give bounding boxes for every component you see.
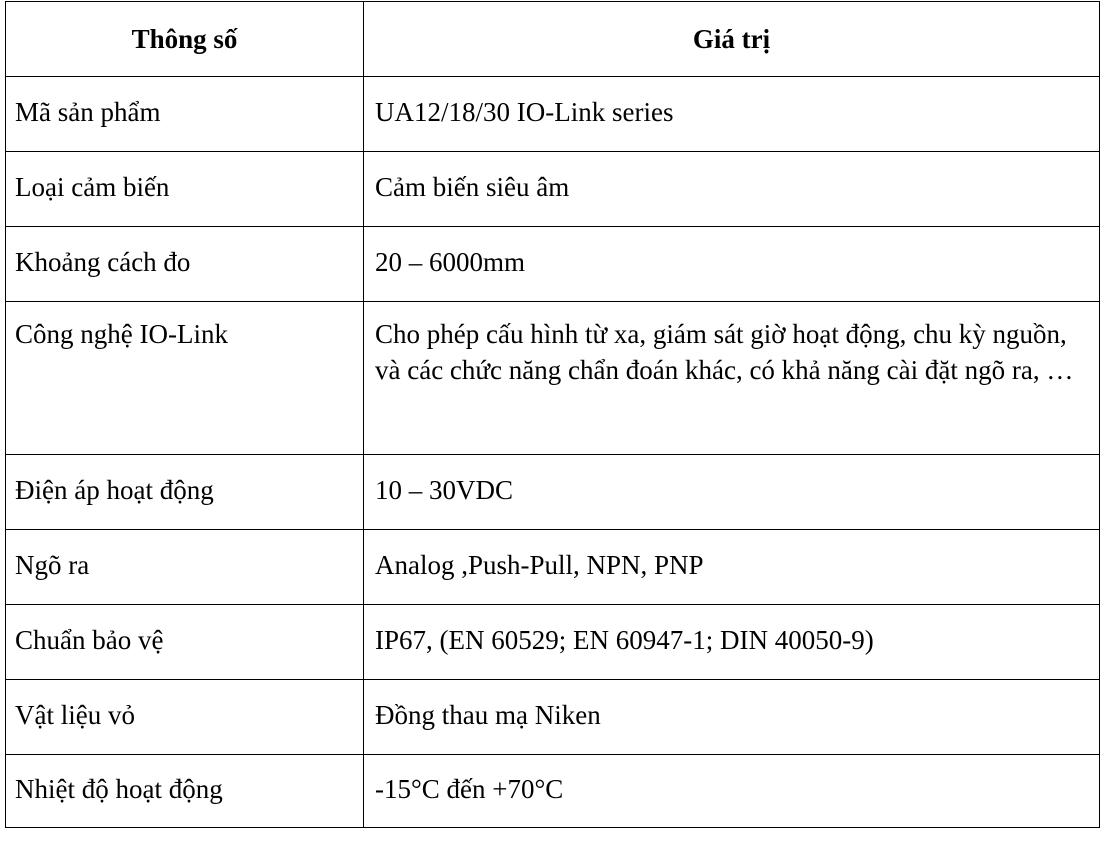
table-row — [6, 302, 1100, 455]
row-value: IP67, (EN 60529; EN 60947-1; DIN 40050-9) — [364, 605, 1100, 680]
row-value: Đồng thau mạ Niken — [364, 680, 1100, 755]
row-key: Chuẩn bảo vệ — [6, 605, 364, 680]
row-value: Cho phép cấu hình từ xa, giám sát giờ hoạt động, chu kỳ nguồn, và các chức năng chẩn đoán khác, có khả năng cài đặt ngõ ra, … — [364, 302, 1100, 455]
row-key: Mã sản phẩm — [6, 77, 364, 152]
row-key: Loại cảm biến — [6, 152, 364, 227]
table-row — [6, 227, 1100, 302]
table-row — [6, 455, 1100, 530]
row-key: Khoảng cách đo — [6, 227, 364, 302]
column-header-value: Giá trị — [364, 2, 1100, 77]
table-row — [6, 152, 1100, 227]
row-value: Cảm biến siêu âm — [364, 152, 1100, 227]
table-row — [6, 605, 1100, 680]
row-value: UA12/18/30 IO-Link series — [364, 77, 1100, 152]
table-row — [6, 530, 1100, 605]
row-key: Ngõ ra — [6, 530, 364, 605]
row-value: -15°C đến +70°C — [364, 755, 1100, 828]
row-key: Nhiệt độ hoạt động — [6, 755, 364, 828]
column-header-parameter: Thông số — [6, 2, 364, 77]
row-value: Analog ,Push-Pull, NPN, PNP — [364, 530, 1100, 605]
row-value: 20 – 6000mm — [364, 227, 1100, 302]
row-key: Điện áp hoạt động — [6, 455, 364, 530]
table-header-row — [6, 2, 1100, 77]
row-value: 10 – 30VDC — [364, 455, 1100, 530]
spec-table — [5, 1, 1100, 828]
row-key: Công nghệ IO-Link — [6, 302, 364, 455]
row-key: Vật liệu vỏ — [6, 680, 364, 755]
table-row — [6, 77, 1100, 152]
table-row — [6, 755, 1100, 828]
table-row — [6, 680, 1100, 755]
